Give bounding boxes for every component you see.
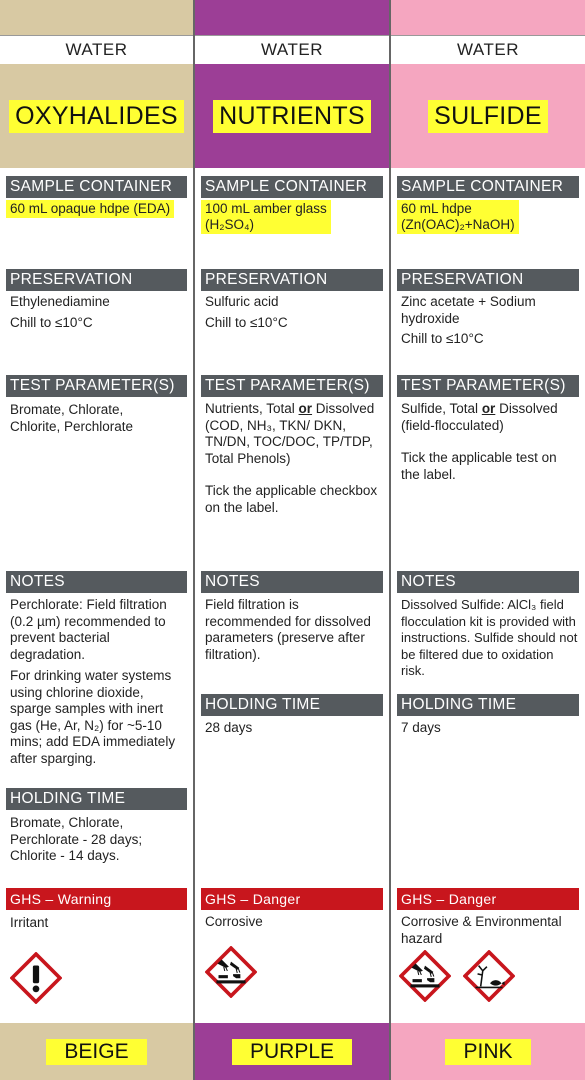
test-text <box>401 401 579 483</box>
color-band-bottom <box>195 1023 389 1080</box>
environment-icon <box>463 950 515 1002</box>
holding-header: HOLDING TIME <box>6 788 187 810</box>
container-header: SAMPLE CONTAINER <box>6 176 187 198</box>
preservation-text <box>10 294 187 331</box>
preservation-line: Chill to ≤10°C <box>205 314 288 330</box>
test-pre: Nutrients, Total <box>205 401 299 416</box>
color-band-top <box>0 0 193 35</box>
holding-header: HOLDING TIME <box>201 694 383 716</box>
column-title: SULFIDE <box>428 100 548 133</box>
container-line: (Zn(OAC)₂+NaOH) <box>401 217 515 232</box>
container-line: 100 mL amber glass <box>205 201 327 216</box>
preservation-header: PRESERVATION <box>6 269 187 291</box>
hazard-text: Irritant <box>10 915 49 930</box>
column-nutrients <box>195 0 391 1080</box>
title-band <box>0 64 193 168</box>
preservation-line: Chill to ≤10°C <box>10 314 93 330</box>
notes-text <box>205 597 383 663</box>
test-header: TEST PARAMETER(S) <box>6 375 187 397</box>
preservation-text <box>401 294 579 348</box>
test-text: Bromate, Chlorate, Chlorite, Perchlorate <box>10 402 134 434</box>
title-band <box>195 64 389 168</box>
note-paragraph: Perchlorate: Field filtration (0.2 µm) recommended to prevent bacterial degradation. <box>10 597 167 662</box>
container-value <box>201 200 331 234</box>
ghs-header: GHS – Danger <box>201 888 383 910</box>
exclamation-icon <box>10 952 62 1004</box>
notes-text <box>10 597 187 767</box>
color-label: PURPLE <box>232 1039 352 1065</box>
test-or: or <box>298 401 313 416</box>
container-line: (H₂SO₄) <box>205 217 254 232</box>
matrix-label: WATER <box>195 35 389 65</box>
notes-header: NOTES <box>6 571 187 593</box>
holding-text: 7 days <box>401 720 441 735</box>
matrix-label: WATER <box>0 35 193 65</box>
column-title: NUTRIENTS <box>213 100 371 133</box>
test-line <box>205 401 383 467</box>
color-band-bottom <box>0 1023 193 1080</box>
hazard-text: Corrosive & Environmental hazard <box>401 914 562 946</box>
test-post: Dissolved (field-flocculated) <box>401 401 558 433</box>
note-paragraph: Dissolved Sulfide: AlCl₃ field flocculation kit is provided with instructions. Sulfide should not be filtered due to oxidation risk. <box>401 597 578 678</box>
test-or: or <box>481 401 496 416</box>
holding-header: HOLDING TIME <box>397 694 579 716</box>
container-header: SAMPLE CONTAINER <box>201 176 383 198</box>
color-band-bottom <box>391 1023 585 1080</box>
container-line: 60 mL hdpe <box>401 201 472 216</box>
column-sulfide <box>391 0 585 1080</box>
test-header: TEST PARAMETER(S) <box>397 375 579 397</box>
color-band-top <box>195 0 389 35</box>
color-label: PINK <box>445 1039 530 1065</box>
container-value <box>6 200 174 218</box>
test-line <box>401 401 579 434</box>
title-band <box>391 64 585 168</box>
notes-header: NOTES <box>397 571 579 593</box>
column-oxyhalides <box>0 0 195 1080</box>
corrosion-icon <box>399 950 451 1002</box>
notes-header: NOTES <box>201 571 383 593</box>
ghs-header: GHS – Warning <box>6 888 187 910</box>
test-extra: Tick the applicable test on the label. <box>401 450 557 482</box>
test-pre: Sulfide, Total <box>401 401 482 416</box>
container-line: 60 mL opaque hdpe (EDA) <box>10 201 171 216</box>
preservation-line: Chill to ≤10°C <box>401 331 484 346</box>
ghs-header: GHS – Danger <box>397 888 579 910</box>
holding-text: Bromate, Chlorate, Perchlorate - 28 days; Chlorite - 14 days. <box>10 815 143 863</box>
color-band-top <box>391 0 585 35</box>
test-header: TEST PARAMETER(S) <box>201 375 383 397</box>
note-paragraph: For drinking water systems using chlorine dioxide, sparge samples with inert gas (He, Ar, N₂) for ~5-10 mins; add EDA immediately after sparging. <box>10 668 176 766</box>
color-label: BEIGE <box>46 1039 146 1065</box>
preservation-header: PRESERVATION <box>397 269 579 291</box>
hazard-text: Corrosive <box>205 914 263 929</box>
note-paragraph: Field filtration is recommended for dissolved parameters (preserve after filtration). <box>205 597 371 662</box>
preservation-header: PRESERVATION <box>201 269 383 291</box>
test-post: Dissolved (COD, NH₃, TKN/ DKN, TN/DN, TOC/DOC, TP/TDP, Total Phenols) <box>205 401 375 466</box>
matrix-label: WATER <box>391 35 585 65</box>
preservation-line: Zinc acetate + Sodium hydroxide <box>401 294 536 326</box>
notes-text <box>401 597 579 680</box>
container-value <box>397 200 519 234</box>
column-title: OXYHALIDES <box>9 100 184 133</box>
test-extra: Tick the applicable checkbox on the label. <box>205 483 378 515</box>
test-text <box>205 401 383 516</box>
preservation-line: Ethylenediamine <box>10 294 110 309</box>
holding-text: 28 days <box>205 720 253 735</box>
corrosion-icon <box>205 946 257 998</box>
container-header: SAMPLE CONTAINER <box>397 176 579 198</box>
preservation-line: Sulfuric acid <box>205 294 279 309</box>
preservation-text <box>205 294 383 331</box>
